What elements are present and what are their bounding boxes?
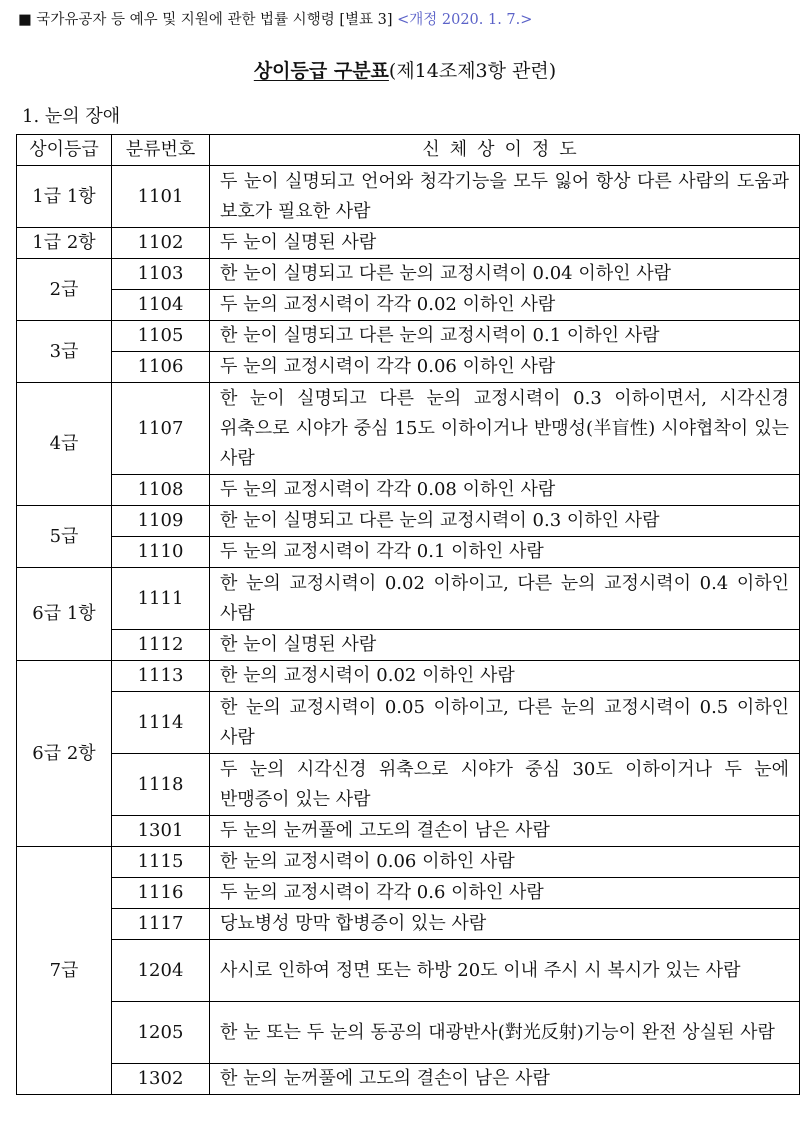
- header-law-reference: ■ 국가유공자 등 예우 및 지원에 관한 법률 시행령 [별표 3]: [18, 12, 398, 28]
- description-cell: 두 눈의 교정시력이 각각 0.02 이하인 사람: [210, 290, 800, 321]
- code-cell: 1110: [112, 537, 210, 568]
- code-cell: 1107: [112, 383, 210, 475]
- description-cell: 한 눈의 교정시력이 0.02 이하이고, 다른 눈의 교정시력이 0.4 이하인 사람: [210, 568, 800, 630]
- code-cell: 1104: [112, 290, 210, 321]
- table-row: [17, 568, 800, 630]
- amendment-link[interactable]: <개정 2020. 1. 7.>: [397, 12, 533, 28]
- grade-cell: 2급: [17, 259, 112, 321]
- table-header-row: [17, 135, 800, 166]
- description-cell: 당뇨병성 망막 합병증이 있는 사람: [210, 909, 800, 940]
- description-cell: 두 눈의 시각신경 위축으로 시야가 중심 30도 이하이거나 두 눈에 반맹증이 있는 사람: [210, 754, 800, 816]
- code-cell: 1101: [112, 166, 210, 228]
- description-cell: 한 눈이 실명되고 다른 눈의 교정시력이 0.3 이하이면서, 시각신경 위축으로 시야가 중심 15도 이하이거나 반맹성(半盲性) 시야협착이 있는 사람: [210, 383, 800, 475]
- description-cell: 한 눈 또는 두 눈의 동공의 대광반사(對光反射)기능이 완전 상실된 사람: [210, 1002, 800, 1064]
- grade-cell: 1급 1항: [17, 166, 112, 228]
- document-header: [18, 8, 532, 29]
- code-cell: 1302: [112, 1064, 210, 1095]
- header-grade: 상이등급: [17, 135, 112, 166]
- table-row: [17, 228, 800, 259]
- table-row: [17, 878, 800, 909]
- description-cell: 한 눈의 교정시력이 0.06 이하인 사람: [210, 847, 800, 878]
- description-cell: 두 눈의 교정시력이 각각 0.6 이하인 사람: [210, 878, 800, 909]
- code-cell: 1205: [112, 1002, 210, 1064]
- description-cell: 두 눈의 눈꺼풀에 고도의 결손이 남은 사람: [210, 816, 800, 847]
- description-cell: 두 눈의 교정시력이 각각 0.08 이하인 사람: [210, 475, 800, 506]
- table-row: [17, 692, 800, 754]
- table-row: [17, 1064, 800, 1095]
- code-cell: 1111: [112, 568, 210, 630]
- code-cell: 1204: [112, 940, 210, 1002]
- grade-cell: 6급 1항: [17, 568, 112, 661]
- table-row: [17, 259, 800, 290]
- grade-cell: 5급: [17, 506, 112, 568]
- table-row: [17, 321, 800, 352]
- table-row: [17, 816, 800, 847]
- code-cell: 1116: [112, 878, 210, 909]
- table-row: [17, 166, 800, 228]
- table-row: [17, 383, 800, 475]
- description-cell: 두 눈이 실명된 사람: [210, 228, 800, 259]
- title-main: 상이등급 구분표: [253, 60, 389, 82]
- table-row: [17, 661, 800, 692]
- header-code: 분류번호: [112, 135, 210, 166]
- description-cell: 한 눈의 눈꺼풀에 고도의 결손이 남은 사람: [210, 1064, 800, 1095]
- description-cell: 두 눈이 실명되고 언어와 청각기능을 모두 잃어 항상 다른 사람의 도움과 보호가 필요한 사람: [210, 166, 800, 228]
- description-cell: 한 눈이 실명되고 다른 눈의 교정시력이 0.3 이하인 사람: [210, 506, 800, 537]
- code-cell: 1106: [112, 352, 210, 383]
- code-cell: 1109: [112, 506, 210, 537]
- description-cell: 한 눈의 교정시력이 0.02 이하인 사람: [210, 661, 800, 692]
- code-cell: 1113: [112, 661, 210, 692]
- table-row: [17, 475, 800, 506]
- description-cell: 한 눈이 실명된 사람: [210, 630, 800, 661]
- table-row: [17, 909, 800, 940]
- disability-grade-table: [16, 134, 800, 1095]
- grade-cell: 3급: [17, 321, 112, 383]
- grade-cell: 4급: [17, 383, 112, 506]
- table-row: [17, 847, 800, 878]
- code-cell: 1103: [112, 259, 210, 290]
- code-cell: 1114: [112, 692, 210, 754]
- grade-cell: 7급: [17, 847, 112, 1095]
- code-cell: 1102: [112, 228, 210, 259]
- code-cell: 1301: [112, 816, 210, 847]
- table-row: [17, 506, 800, 537]
- grade-cell: 1급 2항: [17, 228, 112, 259]
- table-row: [17, 754, 800, 816]
- description-cell: 사시로 인하여 정면 또는 하방 20도 이내 주시 시 복시가 있는 사람: [210, 940, 800, 1002]
- section-heading: 1. 눈의 장애: [22, 106, 121, 127]
- table-row: [17, 940, 800, 1002]
- description-cell: 두 눈의 교정시력이 각각 0.1 이하인 사람: [210, 537, 800, 568]
- header-description: 신체상이정도: [210, 135, 800, 166]
- description-cell: 한 눈의 교정시력이 0.05 이하이고, 다른 눈의 교정시력이 0.5 이하인 사람: [210, 692, 800, 754]
- code-cell: 1105: [112, 321, 210, 352]
- code-cell: 1112: [112, 630, 210, 661]
- code-cell: 1115: [112, 847, 210, 878]
- title-sub: (제14조제3항 관련): [388, 60, 557, 82]
- description-cell: 한 눈이 실명되고 다른 눈의 교정시력이 0.1 이하인 사람: [210, 321, 800, 352]
- table-row: [17, 352, 800, 383]
- code-cell: 1118: [112, 754, 210, 816]
- description-cell: 한 눈이 실명되고 다른 눈의 교정시력이 0.04 이하인 사람: [210, 259, 800, 290]
- code-cell: 1117: [112, 909, 210, 940]
- table-row: [17, 630, 800, 661]
- grade-cell: 6급 2항: [17, 661, 112, 847]
- code-cell: 1108: [112, 475, 210, 506]
- table-row: [17, 537, 800, 568]
- description-cell: 두 눈의 교정시력이 각각 0.06 이하인 사람: [210, 352, 800, 383]
- table-row: [17, 290, 800, 321]
- table-row: [17, 1002, 800, 1064]
- page-title: [0, 56, 810, 83]
